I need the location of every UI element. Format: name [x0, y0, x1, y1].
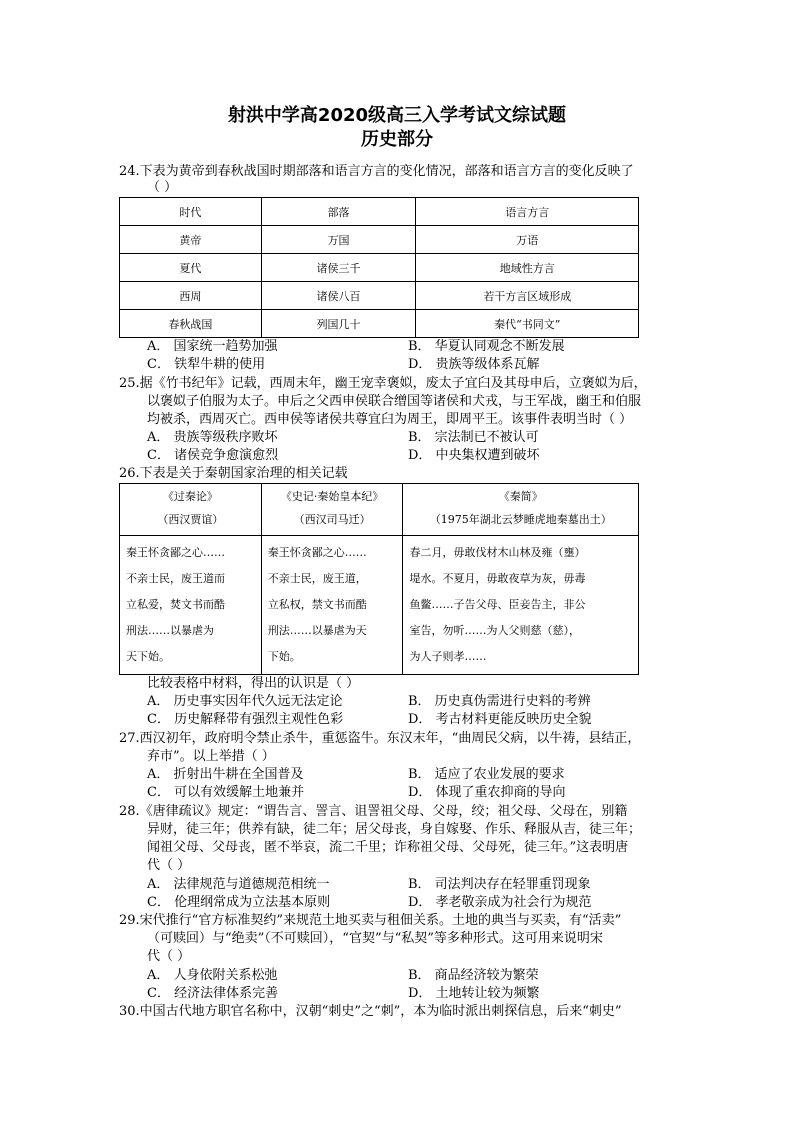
- source-title: 《过秦论》: [162, 489, 218, 503]
- q25-option-a[interactable]: A． 贵族等级秩序败坏: [147, 430, 278, 445]
- table-cell: 夏代: [120, 254, 262, 282]
- cell-line: 下始。: [267, 650, 301, 663]
- table-cell: [120, 536, 262, 675]
- page-subtitle: 历史部分: [361, 129, 433, 150]
- table-header: 语言方言: [416, 198, 639, 226]
- table-cell: 秦代“书同文”: [416, 310, 639, 338]
- q28-option-c[interactable]: C． 伦理纲常成为立法基本原则: [147, 895, 331, 910]
- q27-option-d[interactable]: D． 体现了重农抑商的导向: [408, 785, 566, 800]
- page-title: 射洪中学高2020级高三入学考试文综试题: [227, 105, 567, 126]
- q29-option-c[interactable]: C． 经济法律体系完善: [147, 986, 279, 1001]
- q24-option-c[interactable]: C． 铁犁牛耕的使用: [147, 357, 266, 372]
- table-header: 部落: [261, 198, 416, 226]
- q29-stem-line: 代（ ）: [147, 949, 191, 964]
- table-cell: 地域性方言: [416, 254, 639, 282]
- q28-stem-line: 28.《唐律疏议》规定：“谓告言、詈言、诅詈祖父母、父母，绞；祖父母、父母在，别籍: [119, 804, 628, 819]
- source-author: （西汉司马迁）: [293, 512, 371, 526]
- table-header: 时代: [120, 198, 262, 226]
- table-cell: [261, 536, 403, 675]
- q29-option-b[interactable]: B． 商品经济较为繁荣: [408, 968, 539, 983]
- source-title: 《史记·秦始皇本纪》: [280, 489, 384, 503]
- cell-line: 不亲士民，废王道而: [126, 572, 225, 585]
- table-cell: 列国几十: [261, 310, 416, 338]
- q27-stem-line: 弃市”。以上举措（ ）: [147, 749, 275, 764]
- q25-stem-line: 以褒姒子伯服为太子。申后之父西申侯联合缯国等诸侯和犬戎，与王军战，幽王和伯服: [147, 394, 642, 409]
- q28-stem-line: 代（ ）: [147, 858, 191, 873]
- table-cell: 万语: [416, 226, 639, 254]
- q24-option-b[interactable]: B． 华夏认同观念不断发展: [408, 339, 565, 354]
- q28-stem-line: 异财，徒三年；供养有缺，徒二年；居父母丧，身自嫁娶、作乐、释服从吉，徒三年；: [147, 822, 642, 837]
- cell-line: 立私爱，焚文书而酷: [126, 598, 225, 611]
- q28-stem-line: 闻祖父母、父母丧，匿不举哀，流二千里；诈称祖父母、父母死，徒三年。”这表明唐: [147, 840, 629, 855]
- source-title: 《秦简》: [498, 489, 543, 503]
- q27-option-b[interactable]: B． 适应了农业发展的要求: [408, 767, 565, 782]
- table-cell: 若干方言区域形成: [416, 282, 639, 310]
- q25-stem-line: 25.据《竹书纪年》记载，西周末年，幽王宠幸褒姒，废太子宜臼及其母申后，立褒姒为后，: [119, 376, 647, 391]
- cell-line: 堤水。不夏月，毋敢夜草为灰，毋毒: [409, 572, 586, 585]
- table-header: [403, 484, 639, 536]
- table-header: [261, 484, 403, 536]
- q26-option-a[interactable]: A． 历史事实因年代久远无法定论: [147, 694, 343, 709]
- table-cell: 黄帝: [120, 226, 262, 254]
- q26-option-d[interactable]: D． 考古材料更能反映历史全貌: [408, 712, 592, 727]
- q27-stem-line: 27.西汉初年，政府明令禁止杀牛，重惩盗牛。东汉末年，“曲周民父病，以牛祷，县结正，: [119, 731, 641, 746]
- cell-line: 不亲士民，废王道，: [267, 572, 367, 585]
- source-author: （西汉贾谊）: [157, 512, 224, 526]
- q25-stem-line: 均被杀，西周灭亡。西申侯等诸侯共尊宜臼为周王，即周平王。该事件表明当时（ ）: [147, 412, 633, 427]
- cell-line: 室告，勿听……为人父则慈（慈），: [409, 624, 580, 637]
- cell-line: 天下始。: [126, 650, 170, 663]
- q26-question: 比较表格中材料，得出的认识是（ ）: [147, 676, 360, 691]
- cell-line: 刑法……以暴虐为天: [267, 624, 367, 637]
- q26-option-b[interactable]: B． 历史真伪需进行史料的考辨: [408, 694, 591, 709]
- table-header: [120, 484, 262, 536]
- table-cell: [403, 536, 639, 675]
- q28-option-b[interactable]: B． 司法判决存在轻罪重罚现象: [408, 877, 591, 892]
- cell-line: 鱼鳖……子告父母、臣妾告主，非公: [409, 598, 586, 611]
- cell-line: 刑法……以暴虐为: [126, 624, 214, 637]
- q27-option-a[interactable]: A． 折射出牛耕在全国普及: [147, 767, 304, 782]
- q29-stem-line: 29.宋代推行“官方标准契约”来规范土地买卖与租佃关系。土地的典当与买卖，有“活卖”: [119, 913, 622, 928]
- cell-line: 立私权，禁文书而酷: [267, 598, 367, 611]
- table-cell: 春秋战国: [120, 310, 262, 338]
- table-cell: 西周: [120, 282, 262, 310]
- q24-option-d[interactable]: D． 贵族等级体系瓦解: [408, 357, 540, 372]
- q30-stem-line: 30.中国古代地方职官名称中，汉朝“刺史”之“刺”，本为临时派出刺探信息，后来“刺史”: [119, 1004, 622, 1019]
- q24-answer-blank: （ ）: [147, 180, 178, 195]
- cell-line: 为人子则孝……: [409, 650, 487, 663]
- cell-line: 秦王怀贪鄙之心……: [267, 546, 367, 559]
- q28-option-d[interactable]: D． 孝老敬亲成为社会行为规范: [408, 895, 592, 910]
- q29-stem-line: （可赎回）与“绝卖”（不可赎回），“官契”与“私契”等多种形式。这可用来说明宋: [147, 931, 603, 946]
- q26-stem: 26.下表是关于秦朝国家治理的相关记载: [119, 466, 348, 481]
- q25-option-c[interactable]: C． 诸侯竞争愈演愈烈: [147, 448, 279, 463]
- q24-stem: 24.下表为黄帝到春秋战国时期部落和语言方言的变化情况，部落和语言方言的变化反映了: [119, 164, 634, 179]
- q27-option-c[interactable]: C． 可以有效缓解土地兼并: [147, 785, 305, 800]
- q29-option-d[interactable]: D． 土地转让较为频繁: [408, 986, 540, 1001]
- q26-table: [119, 483, 639, 675]
- cell-line: 秦王怀贪鄙之心……: [126, 546, 225, 559]
- q24-option-a[interactable]: A． 国家统一趋势加强: [147, 339, 278, 354]
- q25-option-d[interactable]: D． 中央集权遭到破坏: [408, 448, 540, 463]
- q29-option-a[interactable]: A． 人身依附关系松弛: [147, 968, 278, 983]
- source-author: （1975年湖北云梦睡虎地秦墓出土）: [429, 512, 612, 526]
- q28-option-a[interactable]: A． 法律规范与道德规范相统一: [147, 877, 330, 892]
- table-cell: 万国: [261, 226, 416, 254]
- cell-line: 春二月，毋敢伐材木山林及雍（壅）: [409, 546, 586, 559]
- table-cell: 诸侯三千: [261, 254, 416, 282]
- q25-option-b[interactable]: B． 宗法制已不被认可: [408, 430, 539, 445]
- q26-option-c[interactable]: C． 历史解释带有强烈主观性色彩: [147, 712, 344, 727]
- q24-table: [119, 197, 639, 338]
- table-cell: 诸侯八百: [261, 282, 416, 310]
